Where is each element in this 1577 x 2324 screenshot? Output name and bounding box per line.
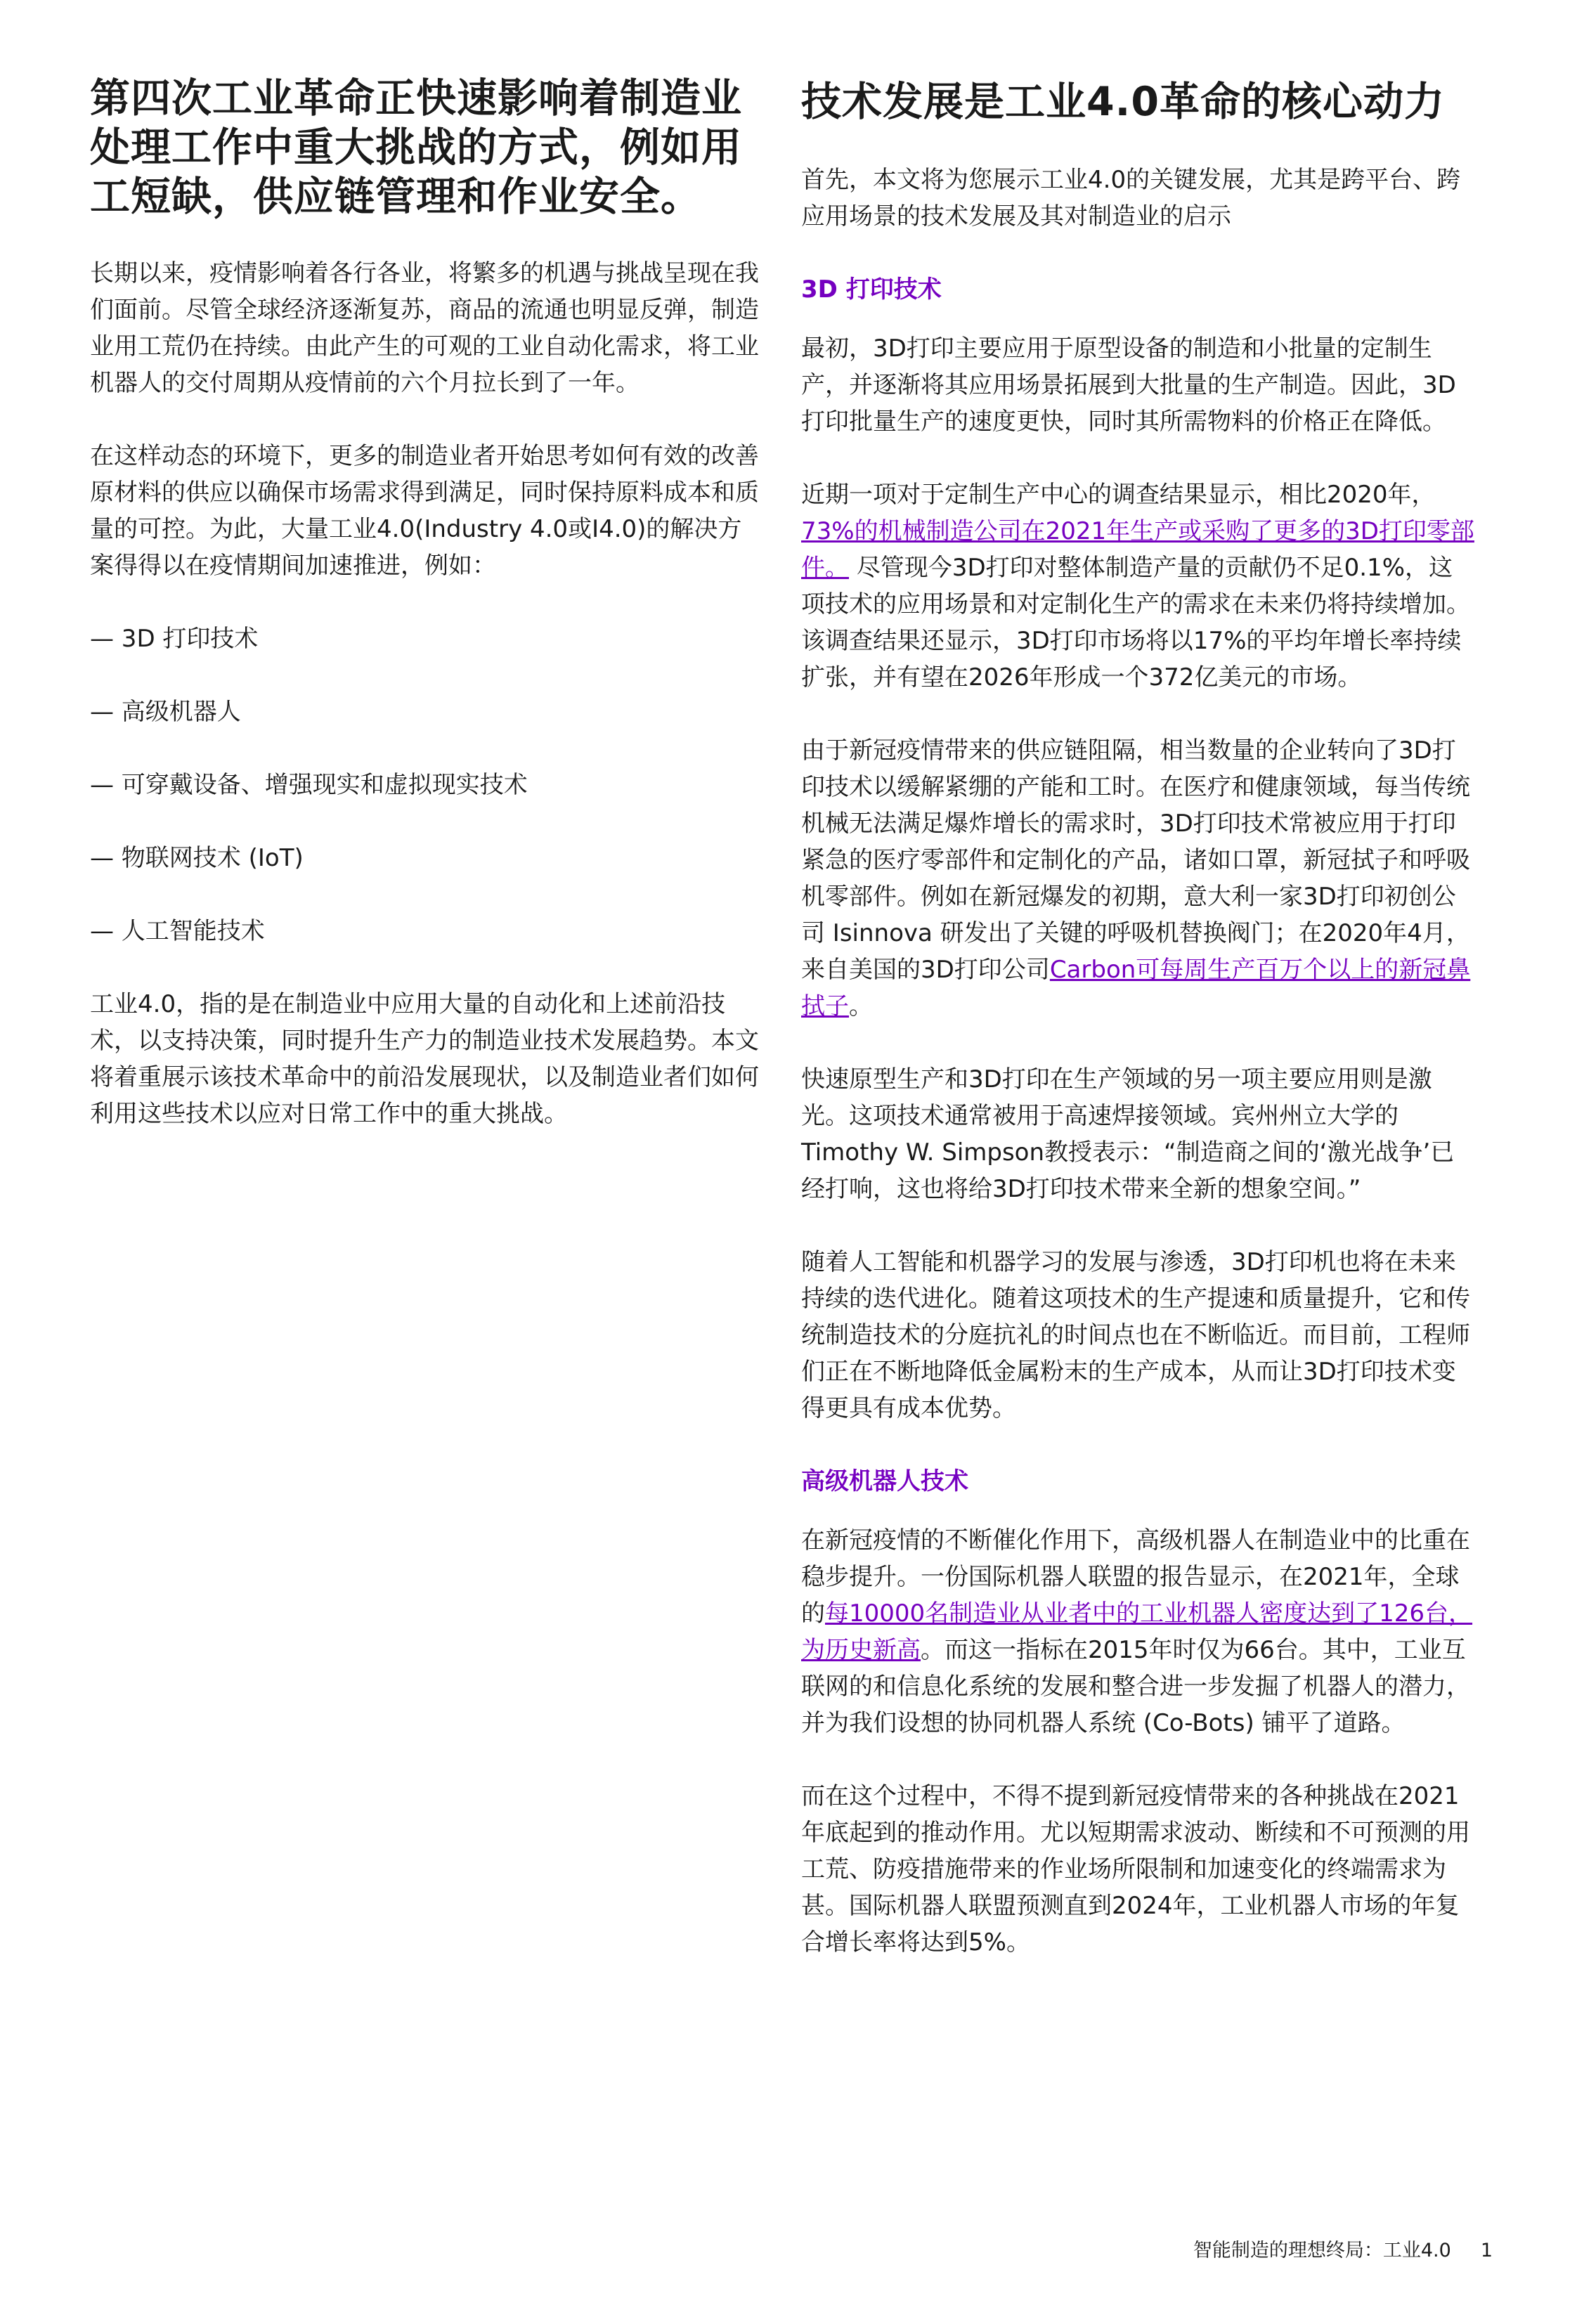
paragraph (801, 732, 1476, 1025)
list-item: — 物联网技术 (IoT) (90, 844, 304, 872)
paragraph: 而在这个过程中，不得不提到新冠疫情带来的各种挑战在2021年底起到的推动作用。尤以短期需求波动、断续和不可预测的用工荒、防疫措施带来的作业场所限制和加速变化的终端需求为甚。国际机器人联盟预测直到2024年，工业机器人市场的年复合增长率将达到5%。 (801, 1782, 1470, 1956)
section-heading-3d-printing: 3D 打印技术 (801, 275, 942, 304)
text-span: 。 (849, 992, 873, 1020)
paragraph: 长期以来，疫情影响着各行各业，将繁多的机遇与挑战呈现在我们面前。尽管全球经济逐渐复苏，商品的流通也明显反弹，制造业用工荒仍在持续。由此产生的可观的工业自动化需求，将工业机器人的交付周期从疫情前的六个月拉长到了一年。 (90, 259, 759, 397)
survey-link[interactable]: 73%的机械制造公司在2021年生产或采购了更多的3D打印零部件。 (801, 517, 1474, 582)
list-item: — 人工智能技术 (90, 917, 265, 945)
paragraph: 随着人工智能和机器学习的发展与渗透，3D打印机也将在未来持续的迭代进化。随着这项技术的生产提速和质量提升，它和传统制造技术的分庭抗礼的时间点也在不断临近。而目前，工程师们正在不断地降低金属粉末的生产成本，从而让3D打印技术变得更具有成本优势。 (801, 1248, 1470, 1422)
carbon-link[interactable]: Carbon可每周生产百万个以上的新冠鼻拭子 (801, 956, 1471, 1020)
paragraph: 最初，3D打印主要应用于原型设备的制造和小批量的定制生产，并逐渐将其应用场景拓展到大批量的生产制造。因此，3D打印批量生产的速度更快，同时其所需物料的价格正在降低。 (801, 335, 1456, 436)
list-item: — 3D 打印技术 (90, 625, 259, 653)
page-number: 1 (1480, 2240, 1493, 2261)
footer-title: 智能制造的理想终局：工业4.0 (1193, 2240, 1451, 2261)
text-span: 近期一项对于定制生产中心的调查结果显示，相比2020年， (801, 481, 1436, 509)
text-span: 在新冠疫情的不断催化作用下，高级机器人在制造业中的比重在稳步提升。一份国际机器人联盟的报告显示，在2021年，全球的 (801, 1526, 1470, 1628)
page-headline: 第四次工业革命正快速影响着制造业处理工作中重大挑战的方式，例如用工短缺，供应链管理和作业安全。 (90, 75, 742, 220)
left-column (90, 74, 759, 1132)
paragraph (801, 1522, 1476, 1741)
paragraph: 工业4.0，指的是在制造业中应用大量的自动化和上述前沿技术，以支持决策，同时提升生产力的制造业技术发展趋势。本文将着重展示该技术革命中的前沿发展现状，以及制造业者们如何利用这些技术以应对日常工作中的重大挑战。 (90, 990, 759, 1128)
list-item: — 可穿戴设备、增强现实和虚拟现实技术 (90, 771, 528, 799)
robot-density-link[interactable]: 每10000名制造业从业者中的工业机器人密度达到了126台，为历史新高 (801, 1599, 1473, 1664)
text-span: 由于新冠疫情带来的供应链阻隔，相当数量的企业转向了3D打印技术以缓解紧绷的产能和工时。在医疗和健康领域，每当传统机械无法满足爆炸增长的需求时，3D打印技术常被应用于打印紧急的医疗零部件和定制化的产品，诸如口罩，新冠拭子和呼吸机零部件。例如在新冠爆发的初期，意大利一家3D打印初创公司 Isinnova 研发出了关键的呼吸机替换阀门；在2020年4月，来自美国的3D打印公司 (801, 736, 1470, 984)
text-span: 。而这一指标在2015年时仅为66台。其中，工业互联网的和信息化系统的发展和整合进一步发掘了机器人的潜力，并为我们设想的协同机器人系统 (Co-Bots) 铺平了道路。 (801, 1636, 1470, 1737)
text-span: 尽管现今3D打印对整体制造产量的贡献仍不足0.1%，这项技术的应用场景和对定制化生产的需求在未来仍将持续增加。该调查结果还显示，3D打印市场将以17%的平均年增长率持续扩张，并有望在2026年形成一个372亿美元的市场。 (801, 554, 1470, 692)
list-item: — 高级机器人 (90, 698, 241, 726)
paragraph (801, 476, 1476, 696)
intro-paragraph: 首先，本文将为您展示工业4.0的关键发展，尤其是跨平台、跨应用场景的技术发展及其对制造业的启示 (801, 166, 1461, 231)
section-heading-robotics: 高级机器人技术 (801, 1467, 968, 1495)
paragraph: 快速原型生产和3D打印在生产领域的另一项主要应用则是激光。这项技术通常被用于高速焊接领域。宾州州立大学的Timothy W. Simpson教授表示：“制造商之间的‘激光战争’已经打响，这也将给3D打印技术带来全新的想象空间。” (801, 1065, 1455, 1203)
bullet-list (90, 621, 759, 949)
paragraph: 在这样动态的环境下，更多的制造业者开始思考如何有效的改善原材料的供应以确保市场需求得到满足，同时保持原料成本和质量的可控。为此，大量工业4.0(Industry 4.0或I4.0)的解决方案得得以在疫情期间加速推进，例如： (90, 442, 759, 580)
right-column (801, 74, 1476, 1961)
page-footer (1193, 2238, 1493, 2264)
section-title: 技术发展是工业4.0革命的核心动力 (801, 79, 1445, 125)
